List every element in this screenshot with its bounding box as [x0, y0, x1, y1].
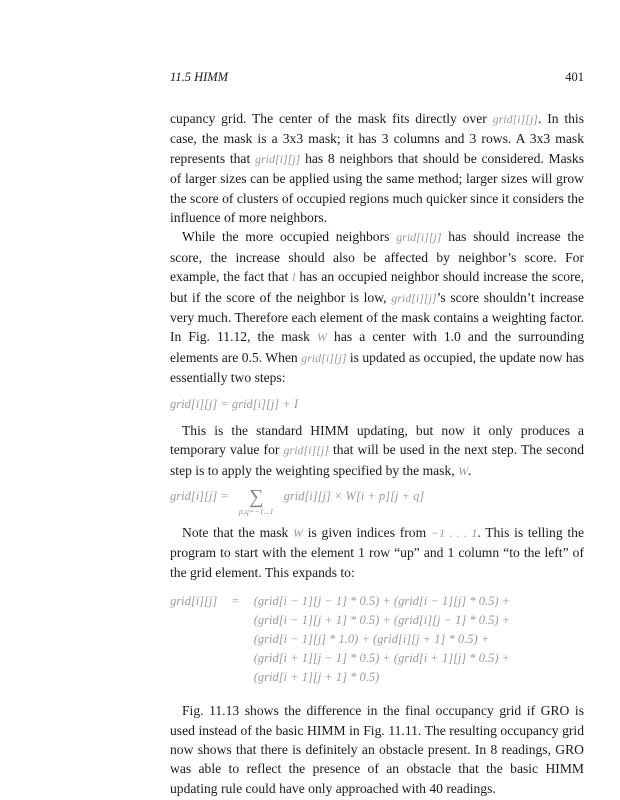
paragraph — [170, 523, 584, 582]
eq-line: (grid[i − 1][j + 1] * 0.5) + (grid[i][j − 1] * 0.5) + — [253, 613, 511, 628]
sum-symbol: ∑ — [249, 485, 264, 508]
inline-math: W — [458, 463, 469, 478]
inline-math: grid[i][j] — [254, 151, 301, 166]
text-run: ’s score shouldn’t increase very much. Therefore each element of the mask contains a weighting factor. In Fig. 11.12, the mask — [170, 289, 585, 345]
text-run: . This is telling the program to start with the element 1 row “up” and 1 column “to the left” of the grid element. This expands to: — [170, 524, 584, 580]
text-run: has should increase the score, the increase should also be affected by neighbor’s score. For example, the fact that — [170, 229, 584, 285]
text-run: This is the standard HIMM updating, but now it only produces a temporary value for — [170, 422, 584, 458]
sum-group — [239, 487, 274, 517]
text-run: that will be used in the next step. The second step is to apply the weighting specified by the mask, — [170, 442, 584, 478]
text-run: . — [468, 462, 472, 478]
paragraph — [170, 227, 584, 387]
equation-update: grid[i][j] = grid[i][j] + I — [170, 396, 299, 411]
equation-expansion — [170, 592, 584, 687]
inline-math: W — [316, 330, 327, 345]
text-run: cupancy grid. The center of the mask fits directly over — [170, 111, 493, 126]
eq-lhs: grid[i][j] — [170, 594, 218, 609]
text-run: While the more occupied neighbors — [182, 229, 397, 245]
eq-rhs: grid[i][j] × W[i + p][j + q] — [283, 488, 425, 503]
text-run: has 8 neighbors that should be considered. Masks of larger sizes can be applied using the same method; larger sizes will grow the score of clusters of occupied regions much quicker since it considers the influence of more neighbors. — [170, 150, 584, 226]
inline-math: W — [293, 525, 304, 540]
paragraph — [170, 109, 584, 227]
equation-weighting — [170, 487, 584, 517]
text-run: has an occupied neighbor should increase the score, but if the score of the neighbor is low, — [170, 269, 584, 305]
sum-index: p,q=−1...1 — [238, 506, 274, 516]
eq-lines — [254, 592, 510, 687]
inline-math: l — [292, 270, 296, 285]
text-run: Fig. 11.13 shows the difference in the final occupancy grid if GRO is used instead of the basic HIMM in Fig. 11.11. The resulting occupancy grid now shows that there is definitely an obstacle present. In 8 readings, GRO was able to reflect the presence of an obstacle that the basic HIMM updating rule could have only approached with 40 readings. — [170, 703, 584, 796]
text-run: . In this case, the mask is a 3x3 mask; it has 3 columns and 3 rows. A 3x3 mask represents that — [170, 111, 584, 166]
eq-line: (grid[i + 1][j − 1] * 0.5) + (grid[i + 1][j] * 0.5) + — [253, 651, 511, 666]
text-run: is updated as occupied, the update now has essentially two steps: — [170, 349, 584, 386]
eq-line: (grid[i − 1][j] * 1.0) + (grid[i][j + 1] * 0.5) + — [253, 632, 490, 647]
paragraph — [170, 421, 584, 481]
eq-line: (grid[i + 1][j + 1] * 0.5) — [253, 670, 380, 685]
inline-math: grid[i][j] — [396, 230, 442, 245]
page-number: 401 — [565, 70, 584, 84]
inline-math: −1 . . . 1 — [430, 525, 478, 540]
text-run: is given indices from — [303, 524, 431, 540]
inline-math: grid[i][j] — [283, 443, 329, 458]
running-header: 11.5 HIMM — [170, 70, 229, 84]
inline-math: grid[i][j] — [391, 290, 437, 305]
text-run: Note that the mask — [182, 524, 294, 540]
eq-line: (grid[i − 1][j − 1] * 0.5) + (grid[i − 1][j] * 0.5) + — [253, 594, 511, 609]
text-run: has a center with 1.0 and the surrounding elements are 0.5. When — [170, 329, 584, 365]
page-body — [170, 109, 584, 798]
inline-math: grid[i][j] — [492, 112, 538, 126]
paragraph — [170, 701, 584, 798]
inline-math: grid[i][j] — [301, 350, 347, 365]
eq-lhs: grid[i][j] = — [170, 488, 229, 503]
eq-equals: = — [231, 594, 240, 609]
